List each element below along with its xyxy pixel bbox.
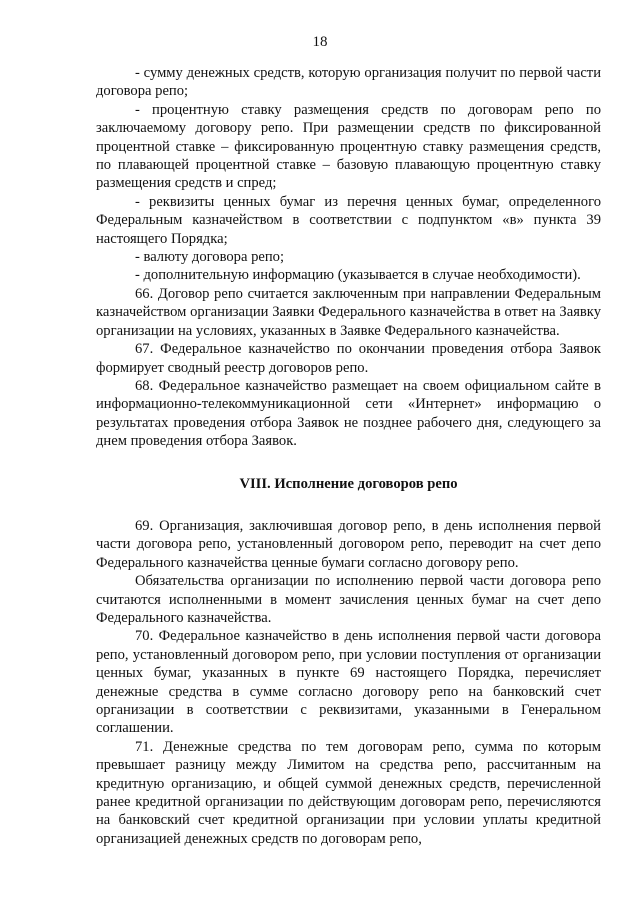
paragraph-68: 68. Федеральное казначейство размещает на своем официальном сайте в информационно-телекоммуникационной сети «Интернет» информацию о результатах проведения отбора Заявок не позднее рабочего дня, следующего за днем проведения отбора Заявок. bbox=[96, 377, 601, 450]
paragraph-67: 67. Федеральное казначейство по окончании проведения отбора Заявок формирует сводный реестр договоров репо. bbox=[96, 341, 601, 376]
paragraph-66: 66. Договор репо считается заключенным при направлении Федеральным казначейством организации Заявки Федерального казначейства в ответ на Заявку организации на условиях, указанных в Заявке Федерального казначейства. bbox=[96, 285, 601, 339]
paragraph-obligations: Обязательства организации по исполнению первой части договора репо считаются исполненными в момент зачисления ценных бумаг на счет депо Федерального казначейства. bbox=[96, 573, 601, 626]
paragraph-item-rate: - процентную ставку размещения средств по договорам репо по заключаемому договору репо. При размещении средств по фиксированной процентной ставке – фиксированную процентную ставку размещения средств, по плавающей процентной ставке – базовую плавающую процентную ставку размещения средств и спред; bbox=[96, 101, 601, 192]
paragraph-69: 69. Организация, заключившая договор репо, в день исполнения первой части договора репо, установленный договором репо, переводит на счет депо Федерального казначейства ценные бумаги согласно договору репо. bbox=[96, 517, 601, 571]
paragraph-71: 71. Денежные средства по тем договорам репо, сумма по которым превышает разницу между Лимитом на средства репо, рассчитанным на кредитную организацию, и общей суммой денежных средств, перечисленной ранее кредитной организации по действующим договорам репо, перечисляются на банковский счет кредитной организации при условии уплаты кредитной организацией денежных средств по договорам репо, bbox=[96, 738, 601, 847]
paragraph-item-sum: - сумму денежных средств, которую организация получит по первой части договора репо; bbox=[96, 65, 601, 100]
paragraph-70: 70. Федеральное казначейство в день исполнения первой части договора репо, установленный договором репо, при условии поступления от организации ценных бумаг, указанных в пункте 69 настоящего Порядка, перечисляет денежные средства в сумме согласно договору репо на банковский счет организации в соответствии с реквизитами, указанными в Генеральном соглашении. bbox=[96, 628, 601, 737]
paragraph-item-currency: - валюту договора репо; bbox=[135, 249, 285, 266]
document-body bbox=[96, 64, 601, 848]
paragraph-item-additional: - дополнительную информацию (указывается в случае необходимости). bbox=[135, 267, 581, 284]
paragraph-item-securities: - реквизиты ценных бумаг из перечня ценных бумаг, определенного Федеральным казначейством в соответствии с подпунктом «в» пункта 39 настоящего Порядка; bbox=[96, 193, 601, 247]
page-number: 18 bbox=[312, 34, 328, 50]
section-heading: VIII. Исполнение договоров репо bbox=[239, 475, 458, 492]
